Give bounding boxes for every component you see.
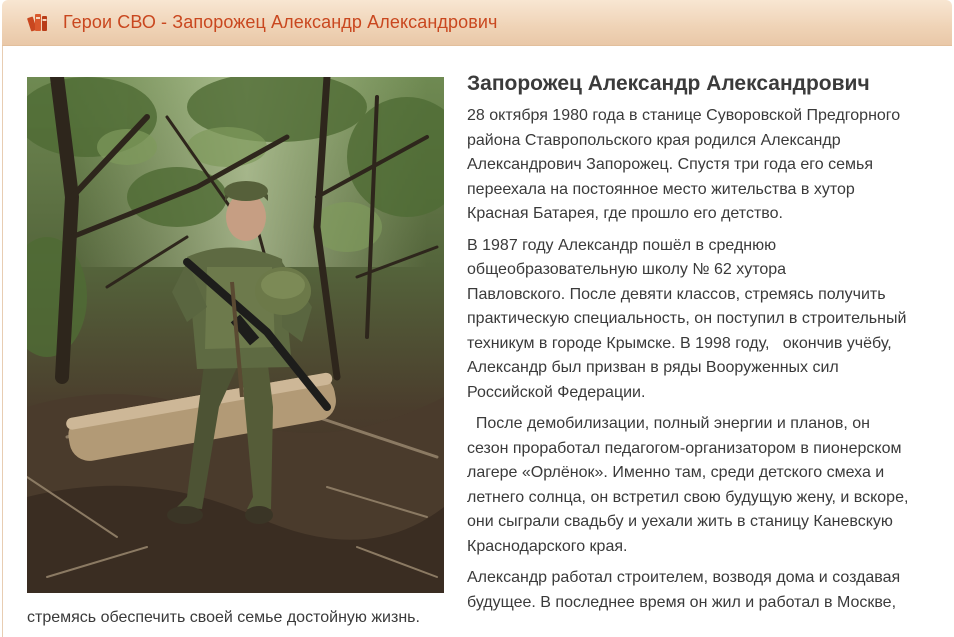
- text-line: После демобилизации, полный энергии и планов, он: [467, 415, 870, 432]
- article: [467, 70, 937, 622]
- biography-paragraph: [467, 234, 937, 406]
- hero-name: Запорожец Александр Александрович: [467, 72, 870, 95]
- text-line: Краснодарского края.: [467, 537, 628, 555]
- biography-paragraph: [467, 412, 937, 559]
- text-line: переехала на постоянное место жительства в хутор: [467, 180, 855, 198]
- text-line: Александрович Запорожец. Спустя три года его семья: [467, 156, 873, 173]
- text-line: сезон проработал педагогом-организатором в пионерском: [467, 439, 902, 457]
- biography-paragraph: [467, 104, 937, 227]
- text-line: летнего солнца, он встретил свою будущую жену, и вскоре,: [467, 488, 909, 506]
- text-line: лагере «Орлёнок». Именно там, среди детского смеха и: [467, 464, 885, 481]
- text-line: Павловского. После девяти классов, стремясь получить: [467, 285, 886, 303]
- text-line: будущее. В последнее время он жил и работал в Москве,: [467, 593, 897, 611]
- page-title: Герои СВО - Запорожец Александр Александрович: [63, 12, 498, 32]
- text-line: общеобразовательную школу № 62 хутора: [467, 261, 787, 278]
- biography-paragraph: [467, 566, 937, 615]
- text-line: В 1987 году Александр пошёл в среднюю: [467, 236, 777, 254]
- soldier-photo: [27, 77, 444, 593]
- text-line: практическую специальность, он поступил в строительный: [467, 310, 907, 327]
- text-line: Александр работал строителем, возводя дома и создавая: [467, 569, 901, 586]
- text-line: 28 октября 1980 года в станице Суворовской Предгорного: [467, 107, 901, 124]
- content-border: [2, 46, 3, 637]
- text-line: Российской Федерации.: [467, 383, 646, 401]
- text-line: Александр был призван в ряды Вооруженных сил: [467, 359, 839, 376]
- text-line: Красная Батарея, где прошло его детство.: [467, 205, 783, 222]
- page-header: [2, 0, 952, 46]
- biography-continuation: стремясь обеспечить своей семье достойную жизнь.: [27, 609, 420, 626]
- text-line: они сыграли свадьбу и уехали жить в станицу Каневскую: [467, 513, 893, 530]
- text-line: района Ставропольского края родился Александр: [467, 131, 841, 149]
- book-icon: [27, 11, 49, 33]
- text-line: техникум в городе Крымске. В 1998 году, окончив учёбу,: [467, 334, 892, 352]
